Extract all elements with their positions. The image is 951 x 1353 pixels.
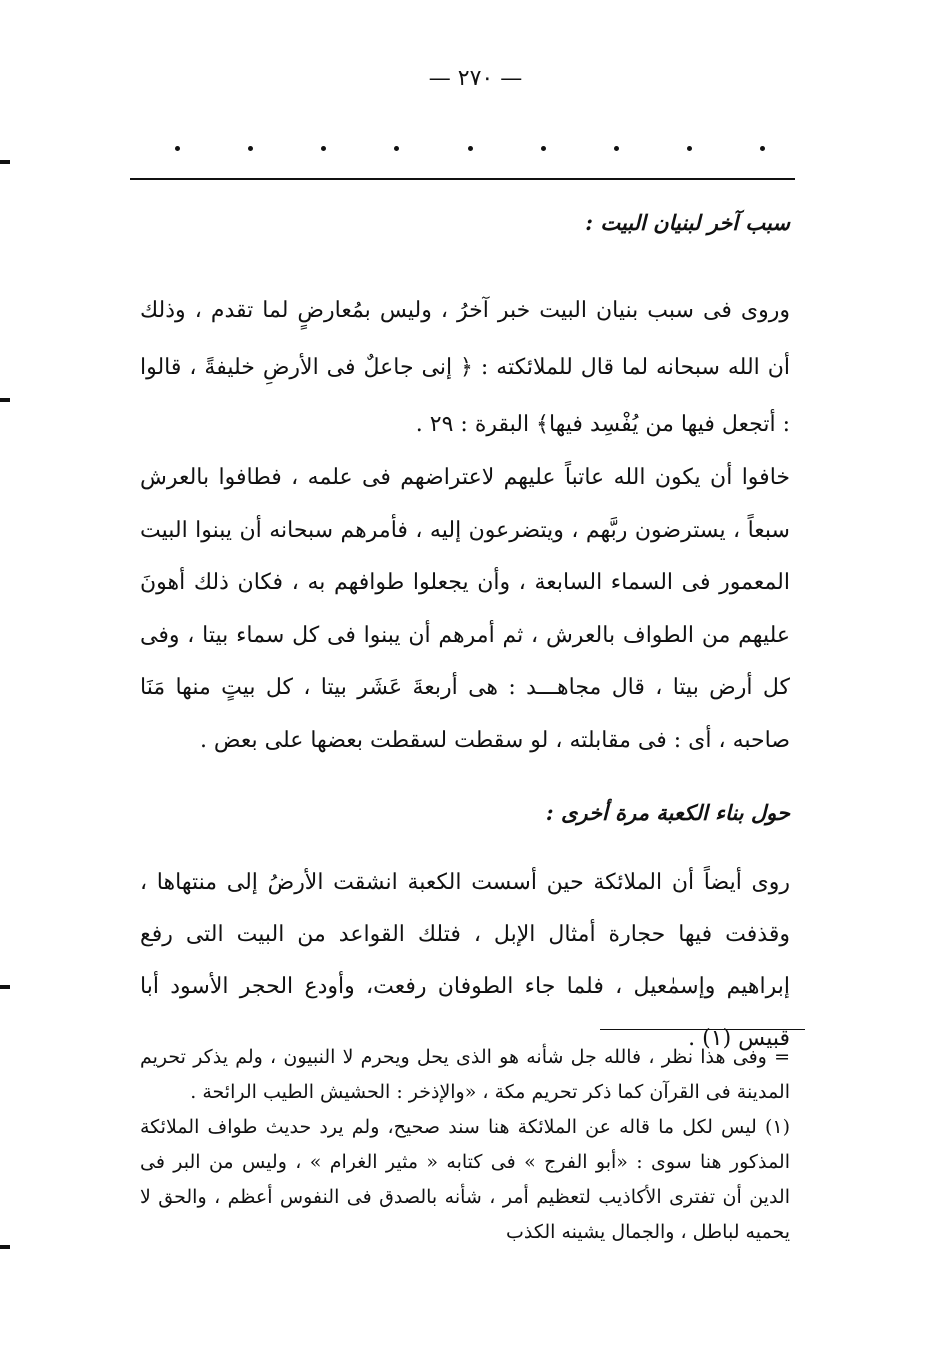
scan-edge-mark — [0, 398, 10, 402]
ornament-dot — [541, 146, 546, 151]
section-heading-text: حول بناء الكعبة مرة أخرى : — [545, 800, 790, 825]
ornament-dot — [248, 146, 253, 151]
paragraph-2 — [140, 452, 790, 767]
paragraph-3 — [140, 857, 790, 1065]
paragraph-text: خافوا أن يكون الله عاتباً عليهم لاعتراضهم فى علمه ، فطافوا بالعرش سبعاً ، يسترضون ربَّهم ، ويتضرعون إليه ، فأمرهم سبحانه أن يبنوا البيت المعمور فى السماء السابعة ، وأن يجعلوا طوافهم به ، فكان ذلك أهونَ عليهم من الطواف بالعرش ، ثم أمرهم أن يبنوا فى كل سماء بيتا ، وفى كل أرض بيتا ، قال مجاهـــد : هى أربعةَ عَشَر بيتا ، كل بيتٍ منها مَنَا صاحبه ، أى : فى مقابلته ، لو سقطت لسقطت بعضها على بعض . — [140, 465, 790, 753]
scan-edge-mark — [0, 1245, 10, 1249]
paragraph-text: روى أيضاً أن الملائكة حين أسست الكعبة انشقت الأرضُ إلى منتهاها ، وقذفت فيها حجارة أمثال الإبل ، فتلك القواعد من البيت التى رفع إبراهيم وإسمٰعيل ، فلما جاء الطوفان رفعت، وأودع الحجر الأسود أبا قبيس (١) . — [140, 870, 790, 1051]
footnotes — [140, 1040, 790, 1250]
footnote-continuation: = وفى هذا نظر ، فالله جل شأنه هو الذى يحل ويحرم لا النبيون ، ولم يذكر تحريم المدينة فى القرآن كما ذكر تحريم مكة ، «والإذخر : الحشيش الطيب الرائحة . — [140, 1046, 790, 1103]
page-number: — ٢٧٠ — — [428, 66, 523, 91]
footnote-rule — [600, 1029, 805, 1030]
ornament-dots — [175, 138, 765, 158]
footnote-1: (١) ليس لكل ما قاله عن الملائكة هنا سند صحيح، ولم يرد حديث طواف الملائكة المذكور هنا سوى : «أبو الفرج » فى كتابه « مثير الغرام » ، وليس من البر فى الدين أن تفترى الأكاذيب لتعظيم أمر ، شأنه بالصدق فى النفوس أعظم ، والحق لا يحميه لباطل ، والجمال يشينه الكذب — [140, 1116, 790, 1243]
ornament-dot — [468, 146, 473, 151]
ornament-dot — [614, 146, 619, 151]
ornament-dot — [687, 146, 692, 151]
header-rule — [130, 178, 795, 180]
paragraph-text: وروى فى سبب بنيان البيت خبر آخرُ ، وليس بمُعارضٍ لما تقدم ، وذلك أن الله سبحانه لما قال للملائكته : ﴿ إنى جاعلٌ فى الأرضِ خليفةً ، قالوا : أتجعل فيها من يُفْسِد فيها﴾ البقرة : ٢٩ . — [140, 298, 790, 437]
ornament-dot — [175, 146, 180, 151]
ornament-dot — [394, 146, 399, 151]
section-heading-kaaba — [140, 800, 790, 825]
ornament-dot — [760, 146, 765, 151]
section-heading-text: سبب آخر لبنيان البيت : — [585, 210, 790, 235]
paragraph-1 — [140, 282, 790, 453]
scan-edge-mark — [0, 985, 10, 989]
scan-edge-mark — [0, 160, 10, 164]
section-heading-other-reason — [140, 210, 790, 235]
ornament-dot — [321, 146, 326, 151]
